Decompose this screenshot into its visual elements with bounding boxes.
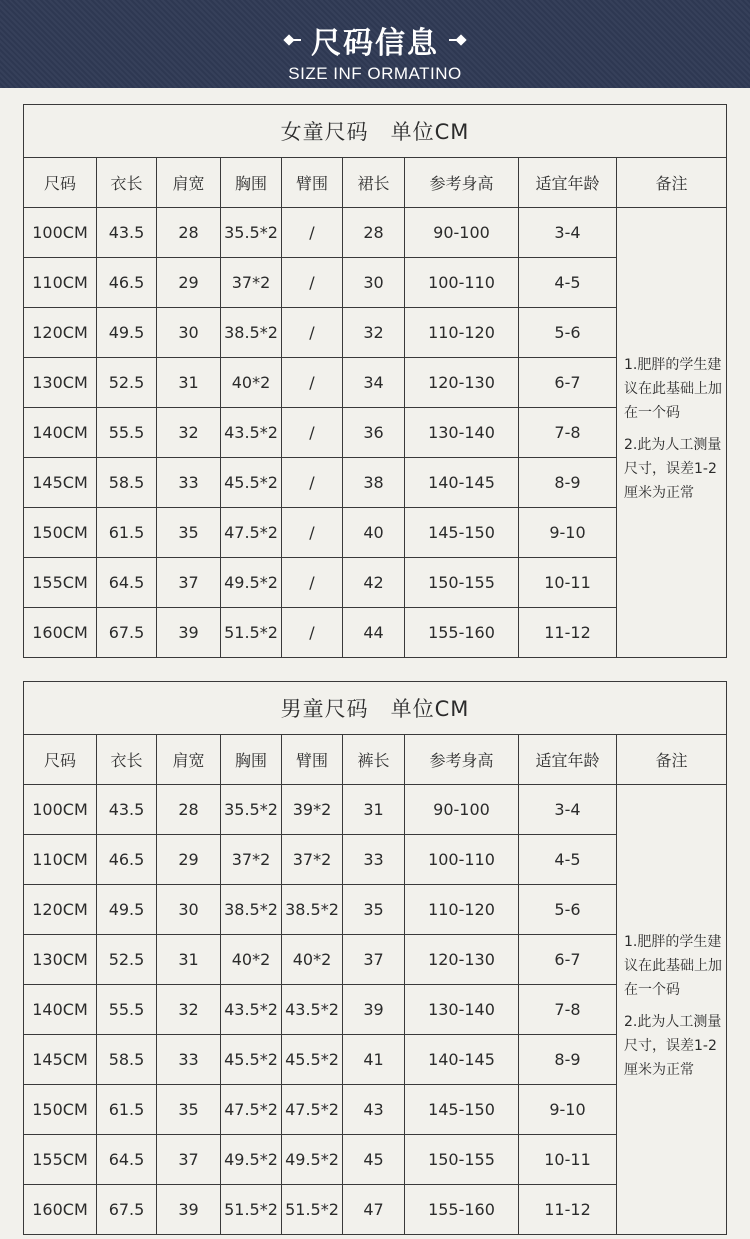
table-cell: 39 bbox=[157, 1185, 221, 1235]
table-cell: 145CM bbox=[24, 458, 97, 508]
table-header-row bbox=[24, 158, 727, 208]
table-cell: 4-5 bbox=[519, 835, 617, 885]
table-cell: 160CM bbox=[24, 608, 97, 658]
note-text: 2.此为人工测量尺寸，误差1-2厘米为正常 bbox=[624, 1013, 722, 1078]
table-cell: 36 bbox=[343, 408, 405, 458]
table-cell: / bbox=[282, 308, 343, 358]
table-cell: 9-10 bbox=[519, 508, 617, 558]
table-cell: 11-12 bbox=[519, 1185, 617, 1235]
table-cell: 30 bbox=[157, 885, 221, 935]
table-cell: 37 bbox=[157, 1135, 221, 1185]
table-cell: 110CM bbox=[24, 835, 97, 885]
table-cell: 55.5 bbox=[97, 408, 157, 458]
table-cell: 37*2 bbox=[282, 835, 343, 885]
table-cell: 28 bbox=[343, 208, 405, 258]
table-cell: 5-6 bbox=[519, 885, 617, 935]
table-cell: 49.5*2 bbox=[221, 558, 282, 608]
diamond-right-icon bbox=[449, 35, 465, 45]
table-cell: 43.5*2 bbox=[221, 985, 282, 1035]
column-header: 裙长 bbox=[343, 158, 405, 208]
table-cell: 47.5*2 bbox=[221, 1085, 282, 1135]
table-cell: 6-7 bbox=[519, 358, 617, 408]
table-cell: 130-140 bbox=[405, 408, 519, 458]
table-cell: 45.5*2 bbox=[221, 1035, 282, 1085]
table-cell: 120-130 bbox=[405, 935, 519, 985]
table-cell: 35.5*2 bbox=[221, 785, 282, 835]
table-cell: 43.5 bbox=[97, 785, 157, 835]
column-header: 备注 bbox=[617, 158, 727, 208]
table-cell: 150CM bbox=[24, 1085, 97, 1135]
table-cell: 130CM bbox=[24, 935, 97, 985]
table-title-row bbox=[24, 682, 727, 735]
table-cell: 47 bbox=[343, 1185, 405, 1235]
table-cell: 45.5*2 bbox=[221, 458, 282, 508]
table-title-text: 女童尺码 bbox=[280, 120, 369, 144]
table-title-text: 男童尺码 bbox=[280, 697, 369, 721]
column-header: 参考身高 bbox=[405, 158, 519, 208]
girls-size-table bbox=[23, 104, 727, 658]
table-cell: 38.5*2 bbox=[282, 885, 343, 935]
table-cell: 40 bbox=[343, 508, 405, 558]
table-cell: 6-7 bbox=[519, 935, 617, 985]
table-cell: 67.5 bbox=[97, 608, 157, 658]
table-cell: 145-150 bbox=[405, 1085, 519, 1135]
table-cell: 120-130 bbox=[405, 358, 519, 408]
table-cell: 43 bbox=[343, 1085, 405, 1135]
table-cell: 35.5*2 bbox=[221, 208, 282, 258]
table-cell: 130CM bbox=[24, 358, 97, 408]
table-cell: 52.5 bbox=[97, 358, 157, 408]
table-cell: 64.5 bbox=[97, 1135, 157, 1185]
table-cell: 46.5 bbox=[97, 835, 157, 885]
table-cell: 49.5 bbox=[97, 885, 157, 935]
table-cell: 140CM bbox=[24, 408, 97, 458]
table-cell: 40*2 bbox=[221, 935, 282, 985]
table-cell: 61.5 bbox=[97, 508, 157, 558]
table-cell: 160CM bbox=[24, 1185, 97, 1235]
table-cell: / bbox=[282, 458, 343, 508]
table-cell: 110CM bbox=[24, 258, 97, 308]
table-cell: 3-4 bbox=[519, 785, 617, 835]
table-cell: 37 bbox=[343, 935, 405, 985]
column-header: 臂围 bbox=[282, 158, 343, 208]
column-header: 肩宽 bbox=[157, 735, 221, 785]
table-cell: 145-150 bbox=[405, 508, 519, 558]
header-banner bbox=[0, 0, 750, 88]
table-cell: 110-120 bbox=[405, 308, 519, 358]
column-header: 尺码 bbox=[24, 158, 97, 208]
table-cell: 10-11 bbox=[519, 558, 617, 608]
table-cell: 35 bbox=[157, 1085, 221, 1135]
table-cell: / bbox=[282, 508, 343, 558]
table-cell: 155CM bbox=[24, 1135, 97, 1185]
table-cell: 35 bbox=[343, 885, 405, 935]
table-cell: / bbox=[282, 358, 343, 408]
column-header: 尺码 bbox=[24, 735, 97, 785]
table-cell: / bbox=[282, 558, 343, 608]
table-cell: 58.5 bbox=[97, 458, 157, 508]
table-cell: 31 bbox=[343, 785, 405, 835]
table-cell: 49.5 bbox=[97, 308, 157, 358]
table-cell: 140CM bbox=[24, 985, 97, 1035]
table-cell: 38 bbox=[343, 458, 405, 508]
table-cell: 31 bbox=[157, 935, 221, 985]
column-header: 适宜年龄 bbox=[519, 158, 617, 208]
table-cell: 67.5 bbox=[97, 1185, 157, 1235]
table-cell: 31 bbox=[157, 358, 221, 408]
table-cell: 29 bbox=[157, 258, 221, 308]
table-cell: 130-140 bbox=[405, 985, 519, 1035]
table-cell: 150-155 bbox=[405, 558, 519, 608]
table-cell: 58.5 bbox=[97, 1035, 157, 1085]
note-text: 2.此为人工测量尺寸，误差1-2厘米为正常 bbox=[624, 436, 722, 501]
table-cell: 29 bbox=[157, 835, 221, 885]
table-cell: / bbox=[282, 258, 343, 308]
column-header: 参考身高 bbox=[405, 735, 519, 785]
table-cell: 39 bbox=[343, 985, 405, 1035]
table-row bbox=[24, 785, 727, 835]
table-cell: 45.5*2 bbox=[282, 1035, 343, 1085]
table-cell: 110-120 bbox=[405, 885, 519, 935]
table-cell: 40*2 bbox=[282, 935, 343, 985]
table-cell: 64.5 bbox=[97, 558, 157, 608]
table-cell: 30 bbox=[343, 258, 405, 308]
table-cell: / bbox=[282, 208, 343, 258]
diamond-left-icon bbox=[285, 35, 301, 45]
table-cell: 46.5 bbox=[97, 258, 157, 308]
table-cell: 155-160 bbox=[405, 608, 519, 658]
table-cell: 8-9 bbox=[519, 1035, 617, 1085]
table-cell: 39 bbox=[157, 608, 221, 658]
table-title bbox=[24, 682, 727, 735]
notes-cell bbox=[617, 785, 727, 1235]
table-cell: 155CM bbox=[24, 558, 97, 608]
table-cell: 44 bbox=[343, 608, 405, 658]
table-header-row bbox=[24, 735, 727, 785]
table-cell: 100-110 bbox=[405, 258, 519, 308]
column-header: 适宜年龄 bbox=[519, 735, 617, 785]
table-cell: 32 bbox=[343, 308, 405, 358]
table-cell: 28 bbox=[157, 785, 221, 835]
table-unit-text: 单位CM bbox=[390, 697, 470, 721]
table-cell: 90-100 bbox=[405, 208, 519, 258]
table-cell: 45 bbox=[343, 1135, 405, 1185]
table-cell: 52.5 bbox=[97, 935, 157, 985]
table-cell: 61.5 bbox=[97, 1085, 157, 1135]
table-cell: 145CM bbox=[24, 1035, 97, 1085]
table-cell: 43.5*2 bbox=[282, 985, 343, 1035]
table-cell: 5-6 bbox=[519, 308, 617, 358]
table-cell: 49.5*2 bbox=[282, 1135, 343, 1185]
table-title-row bbox=[24, 105, 727, 158]
table-cell: 100-110 bbox=[405, 835, 519, 885]
table-cell: 51.5*2 bbox=[221, 1185, 282, 1235]
table-cell: 35 bbox=[157, 508, 221, 558]
table-cell: 100CM bbox=[24, 785, 97, 835]
table-cell: 34 bbox=[343, 358, 405, 408]
table-cell: 41 bbox=[343, 1035, 405, 1085]
note-text: 1.肥胖的学生建议在此基础上加在一个码 bbox=[624, 356, 722, 421]
table-cell: 55.5 bbox=[97, 985, 157, 1035]
table-cell: 37 bbox=[157, 558, 221, 608]
table-cell: 33 bbox=[343, 835, 405, 885]
table-cell: 120CM bbox=[24, 885, 97, 935]
table-cell: 140-145 bbox=[405, 1035, 519, 1085]
table-cell: 30 bbox=[157, 308, 221, 358]
table-cell: 4-5 bbox=[519, 258, 617, 308]
table-cell: 37*2 bbox=[221, 835, 282, 885]
table-cell: 100CM bbox=[24, 208, 97, 258]
column-header: 胸围 bbox=[221, 158, 282, 208]
table-cell: 8-9 bbox=[519, 458, 617, 508]
table-cell: 43.5*2 bbox=[221, 408, 282, 458]
table-cell: 7-8 bbox=[519, 985, 617, 1035]
table-cell: 155-160 bbox=[405, 1185, 519, 1235]
column-header: 胸围 bbox=[221, 735, 282, 785]
table-cell: 39*2 bbox=[282, 785, 343, 835]
table-cell: 7-8 bbox=[519, 408, 617, 458]
table-unit-text: 单位CM bbox=[390, 120, 470, 144]
table-cell: 51.5*2 bbox=[221, 608, 282, 658]
table-cell: 37*2 bbox=[221, 258, 282, 308]
column-header: 臂围 bbox=[282, 735, 343, 785]
boys-size-table bbox=[23, 681, 727, 1235]
note-text: 1.肥胖的学生建议在此基础上加在一个码 bbox=[624, 933, 722, 998]
table-cell: 49.5*2 bbox=[221, 1135, 282, 1185]
column-header: 裤长 bbox=[343, 735, 405, 785]
table-cell: 10-11 bbox=[519, 1135, 617, 1185]
table-cell: 51.5*2 bbox=[282, 1185, 343, 1235]
table-row bbox=[24, 208, 727, 258]
table-cell: 33 bbox=[157, 1035, 221, 1085]
table-cell: 120CM bbox=[24, 308, 97, 358]
table-cell: 150CM bbox=[24, 508, 97, 558]
table-cell: 9-10 bbox=[519, 1085, 617, 1135]
table-cell: 32 bbox=[157, 408, 221, 458]
table-cell: 3-4 bbox=[519, 208, 617, 258]
table-title bbox=[24, 105, 727, 158]
banner-title-row bbox=[0, 20, 750, 60]
table-cell: 40*2 bbox=[221, 358, 282, 408]
table-cell: / bbox=[282, 608, 343, 658]
table-cell: 47.5*2 bbox=[282, 1085, 343, 1135]
table-cell: 32 bbox=[157, 985, 221, 1035]
table-cell: 42 bbox=[343, 558, 405, 608]
column-header: 衣长 bbox=[97, 735, 157, 785]
table-cell: 150-155 bbox=[405, 1135, 519, 1185]
table-cell: 43.5 bbox=[97, 208, 157, 258]
table-cell: 140-145 bbox=[405, 458, 519, 508]
column-header: 备注 bbox=[617, 735, 727, 785]
column-header: 衣长 bbox=[97, 158, 157, 208]
notes-cell bbox=[617, 208, 727, 658]
table-cell: 38.5*2 bbox=[221, 308, 282, 358]
table-cell: 90-100 bbox=[405, 785, 519, 835]
table-cell: 33 bbox=[157, 458, 221, 508]
table-cell: 11-12 bbox=[519, 608, 617, 658]
banner-title: 尺码信息 bbox=[311, 26, 439, 61]
table-cell: 28 bbox=[157, 208, 221, 258]
banner-subtitle: SIZE INF ORMATINO bbox=[288, 64, 462, 83]
column-header: 肩宽 bbox=[157, 158, 221, 208]
table-cell: / bbox=[282, 408, 343, 458]
table-cell: 47.5*2 bbox=[221, 508, 282, 558]
table-cell: 38.5*2 bbox=[221, 885, 282, 935]
